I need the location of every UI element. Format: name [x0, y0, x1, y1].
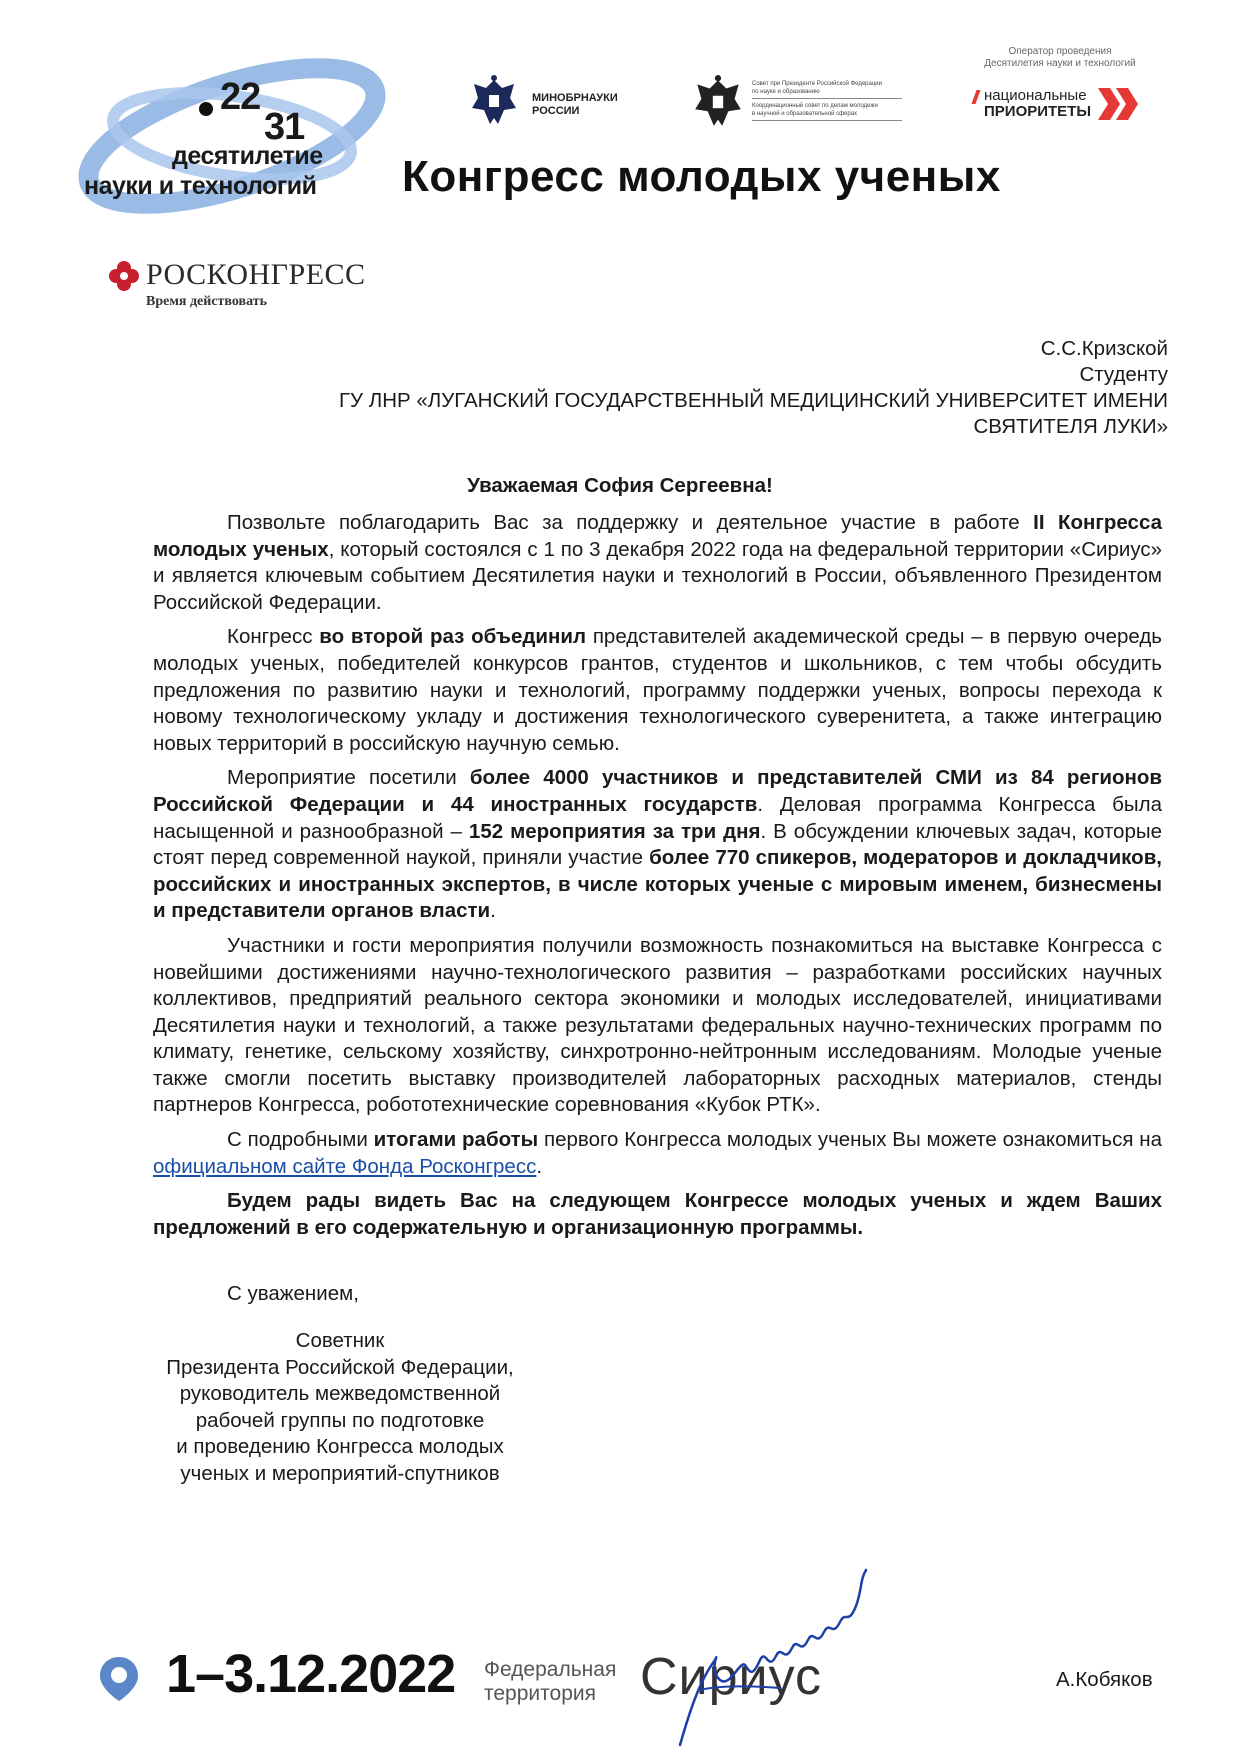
state-emblem-icon	[468, 74, 520, 130]
letter-body	[153, 510, 1162, 1249]
salutation: Уважаемая София Сергеевна!	[467, 474, 773, 497]
chevrons-icon	[1096, 86, 1142, 122]
operator-line1: Оператор проведения	[1008, 46, 1112, 57]
location-pin-icon	[97, 1655, 141, 1703]
council-line1: Совет при Президенте Российской Федерации	[752, 81, 882, 87]
addressee-block	[208, 336, 1168, 440]
signer-title-line: рабочей группы по подготовке	[195, 1408, 485, 1432]
roscongress-site-link[interactable]: официальном сайте Фонда Росконгресс	[153, 1154, 537, 1178]
ministry-logo	[468, 74, 628, 134]
council-line2: по науке и образованию	[752, 89, 820, 95]
roscongress-flower-icon	[108, 260, 140, 292]
signer-title-line: Советник	[295, 1329, 385, 1352]
roscongress-tagline: Время действовать	[146, 294, 267, 309]
roscongress-name: РОСКОНГРЕСС	[146, 258, 366, 291]
addressee-role: Студенту	[1079, 363, 1168, 386]
handwritten-signature	[660, 1560, 890, 1750]
state-emblem-icon	[690, 74, 746, 132]
event-dates: 1–3.12.2022	[166, 1644, 456, 1704]
decade-of-science-logo	[72, 36, 392, 236]
signer-title	[140, 1328, 540, 1487]
np-label-2: ПРИОРИТЕТЫ	[984, 103, 1092, 120]
addressee-org-line1: ГУ ЛНР «ЛУГАНСКИЙ ГОСУДАРСТВЕННЫЙ МЕДИЦИНСКИЙ УНИВЕРСИТЕТ ИМЕНИ	[338, 389, 1168, 412]
np-accent-mark	[971, 90, 980, 104]
ministry-label-1: МИНОБРНАУКИ	[532, 92, 618, 104]
paragraph-6: Будем рады видеть Вас на следующем Конгрессе молодых ученых и ждем Ваших предложений в его содержательную и организационную программы.	[153, 1189, 1162, 1239]
decade-year-start: 22	[220, 76, 261, 118]
signer-title-line: и проведению Конгресса молодых	[176, 1435, 504, 1458]
sirius-wordmark: Сириус	[640, 1648, 822, 1706]
decade-logo-line2: науки и технологий	[84, 172, 317, 200]
council-line4: в научной и образовательной сферах	[752, 111, 858, 117]
paragraph-2: Конгресс во второй раз объединил представителей академической среды – в первую очередь молодых ученых, победителей конкурсов грантов, студентов и школьников, с тем чтобы обсудить предложения по развитию науки и технологий, программу поддержки ученых, вопросы перехода к новому технологическому укладу и достижения технологического суверенитета, а также интеграцию новых территорий в российскую научную семью.	[153, 625, 1162, 755]
roscongress-logo	[108, 258, 378, 318]
signer-title-line: ученых и мероприятий-спутников	[180, 1461, 500, 1485]
council-line3: Координационный совет по делам молодежи	[752, 103, 878, 109]
decade-year-end: 31	[264, 106, 305, 148]
venue-line2: территория	[484, 1682, 596, 1705]
presidential-council-logo	[690, 74, 910, 134]
ministry-label-2: РОССИИ	[532, 105, 580, 117]
np-label-1: национальные	[984, 87, 1087, 104]
addressee-org-line2: СВЯТИТЕЛЯ ЛУКИ»	[973, 415, 1168, 438]
operator-line2: Десятилетия науки и технологий	[984, 58, 1136, 69]
closing: С уважением,	[227, 1282, 359, 1305]
national-priorities-logo	[960, 46, 1160, 126]
paragraph-3: Мероприятие посетили более 4000 участников и представителей СМИ из 84 регионов Российской Федерации и 44 иностранных государств. Деловая программа Конгресса была насыщенной и разнообразной – 152 мероприятия за три дня. В обсуждении ключевых задач, которые стоят перед современной наукой, приняли участие более 770 спикеров, модераторов и докладчиков, российских и иностранных экспертов, в числе которых ученые с мировым именем, бизнесмены и представители органов власти.	[153, 766, 1162, 923]
paragraph-4: Участники и гости мероприятия получили возможность познакомиться на выставке Конгресса с новейшими достижениями научно-технологического развития – разработками российских научных коллективов, предприятий реального сектора экономики и молодых исследователей, инициативами Десятилетия науки и технологий, а также результатами федеральных научно-технических программ по климату, генетике, сельскому хозяйству, синхротронно-нейтронным исследованиям. Молодые ученые также смогли посетить выставку производителей лабораторных расходных материалов, стенды партнеров Конгресса, робототехнические соревнования «Кубок РТК».	[153, 933, 1162, 1117]
congress-title: Конгресс молодых ученых	[402, 152, 1001, 201]
paragraph-1: Позвольте поблагодарить Вас за поддержку и деятельное участие в работе II Конгресса молодых ученых, который состоялся с 1 по 3 декабря 2022 года на федеральной территории «Сириус» и является ключевым событием Десятилетия науки и технологий в России, объявленного Президентом Российской Федерации.	[153, 511, 1163, 614]
paragraph-5: С подробными итогами работы первого Конгресса молодых ученых Вы можете ознакомиться на официальном сайте Фонда Росконгресс.	[153, 1128, 1162, 1178]
signer-title-line: Президента Российской Федерации,	[166, 1355, 514, 1379]
decade-ring-graphic	[72, 36, 392, 236]
signer-name: А.Кобяков	[1056, 1668, 1153, 1691]
venue-line1: Федеральная	[484, 1658, 617, 1681]
decade-logo-line1: десятилетие	[172, 142, 323, 170]
addressee-name: С.С.Кризской	[1040, 337, 1168, 360]
signer-title-line: руководитель межведомственной	[179, 1382, 501, 1405]
